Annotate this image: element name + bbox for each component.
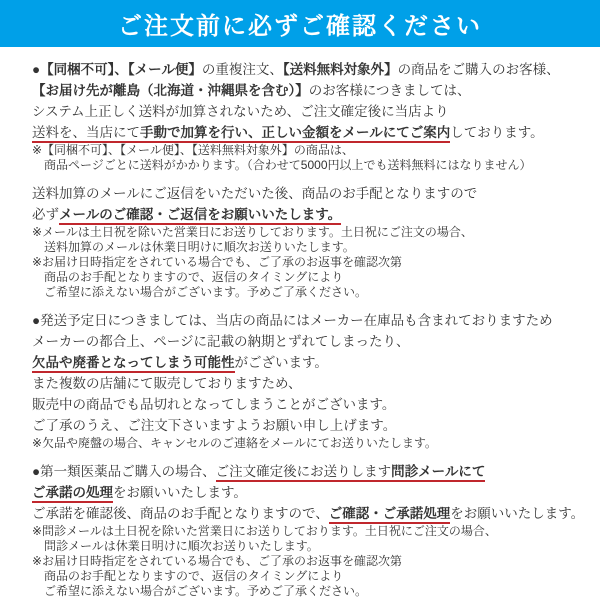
text-line — [32, 122, 596, 143]
text-segment: ※問診メールは土日祝を除いた営業日にお送りしております。土日祝にご注文の場合、 — [32, 524, 497, 538]
text-segment: ※お届け日時指定をされている場合でも、ご了承のお返事を確認次第 — [32, 554, 403, 568]
text-line — [32, 225, 596, 240]
text-line — [32, 503, 596, 524]
text-line — [32, 394, 596, 415]
underlined-text: メールのご確認・ご返信をお願いいたします。 — [59, 207, 341, 225]
text-line — [32, 584, 596, 599]
text-line — [32, 158, 596, 173]
text-segment: 【同梱不可】、【メール便】 — [40, 62, 202, 77]
text-segment: がございます。 — [234, 355, 328, 370]
text-segment: 商品ページごとに送料がかかります。（合わせて5000円以上でも送料無料にはなりません） — [44, 158, 532, 172]
underlined-text: 欠品や廃番となってしまう可能性 — [32, 355, 235, 373]
text-segment: ご希望に添えない場合がございます。予めご了承ください。 — [44, 584, 368, 598]
text-line — [32, 183, 596, 204]
text-segment: 商品のお手配となりますので、返信のタイミングにより — [44, 569, 344, 583]
text-segment: 【お届け先が離島（北海道・沖縄県を含む）】 — [32, 83, 309, 98]
underlined-text: 送料を、当店にて — [32, 125, 140, 143]
text-line — [32, 524, 596, 539]
text-line — [32, 539, 596, 554]
text-line — [32, 482, 596, 503]
notice-header — [0, 0, 600, 47]
text-segment: ご希望に添えない場合がございます。予めご了承ください。 — [44, 285, 368, 299]
spacer — [32, 451, 596, 461]
text-segment: 送料加算のメールは休業日明けに順次お送りいたします。 — [44, 240, 355, 254]
text-segment: また複数の店舗にて販売しておりますため、 — [32, 376, 302, 391]
text-line — [32, 436, 596, 451]
text-segment: 送料加算のメールにご返信をいただいた後、商品のお手配となりますので — [32, 186, 478, 201]
text-segment: ●発送予定日につきましては、当店の商品にはメーカー在庫品も含まれておりますため — [32, 313, 553, 328]
text-line — [32, 569, 596, 584]
text-segment: ※【同梱不可】、【メール便】、【送料無料対象外】の商品は、 — [32, 143, 354, 157]
text-segment: をお願いいたします。 — [450, 506, 585, 521]
text-line — [32, 461, 596, 482]
text-segment: ● — [32, 62, 41, 77]
text-line — [32, 255, 596, 270]
text-line — [32, 352, 596, 373]
underlined-text: ご確認・ご承諾処理 — [329, 506, 451, 524]
text-line — [32, 101, 596, 122]
text-segment: ※メールは土日祝を除いた営業日にお送りしております。土日祝にご注文の場合、 — [32, 225, 473, 239]
text-segment: ●第一類医薬品ご購入の場合、 — [32, 464, 216, 479]
text-segment: ※お届け日時指定をされている場合でも、ご了承のお返事を確認次第 — [32, 255, 403, 269]
notice-body — [0, 47, 600, 599]
text-line — [32, 415, 596, 436]
text-segment: ご承諾を確認後、商品のお手配となりますので、 — [32, 506, 329, 521]
text-segment: 販売中の商品でも品切れとなってしまうことがございます。 — [32, 397, 396, 412]
text-line — [32, 270, 596, 285]
text-line — [32, 331, 596, 352]
spacer — [32, 173, 596, 183]
text-segment: の商品をご購入のお客様、 — [397, 62, 560, 77]
text-segment: システム上正しく送料が加算されないため、ご注文確定後に当店より — [32, 104, 449, 119]
text-segment: 商品のお手配となりますので、返信のタイミングにより — [44, 270, 344, 284]
notice-title: ご注文前に必ずご確認ください — [118, 13, 482, 40]
text-segment: ※欠品や廃盤の場合、キャンセルのご連絡をメールにてお送りいたします。 — [32, 436, 437, 450]
text-segment: 問診メールは休業日明けに順次お送りいたします。 — [44, 539, 319, 553]
text-segment: をお願いいたします。 — [113, 485, 247, 500]
text-segment: 【送料無料対象外】 — [282, 62, 398, 77]
text-line — [32, 240, 596, 255]
text-line — [32, 204, 596, 225]
underlined-text: 手動で加算を行い、正しい金額をメールにてご案内 — [140, 125, 450, 143]
text-segment: メーカーの都合上、ページに記載の納期とずれてしまったり、 — [32, 334, 410, 349]
text-line — [32, 373, 596, 394]
spacer — [32, 300, 596, 310]
text-segment: の重複注文、 — [201, 62, 283, 77]
text-line — [32, 310, 596, 331]
text-segment: しております。 — [450, 125, 544, 140]
text-line — [32, 80, 596, 101]
text-line — [32, 59, 596, 80]
text-segment: 必ず — [32, 207, 59, 222]
text-line — [32, 143, 596, 158]
underlined-text: ご注文確定後にお送りします — [216, 464, 392, 482]
text-line — [32, 554, 596, 569]
text-line — [32, 285, 596, 300]
text-segment: ご了承のうえ、ご注文下さいますようお願い申し上げます。 — [32, 418, 397, 433]
text-segment: のお客様につきましては、 — [308, 83, 471, 98]
underlined-text: 問診メールにて — [391, 464, 485, 482]
underlined-text: ご承諾の処理 — [32, 485, 113, 503]
